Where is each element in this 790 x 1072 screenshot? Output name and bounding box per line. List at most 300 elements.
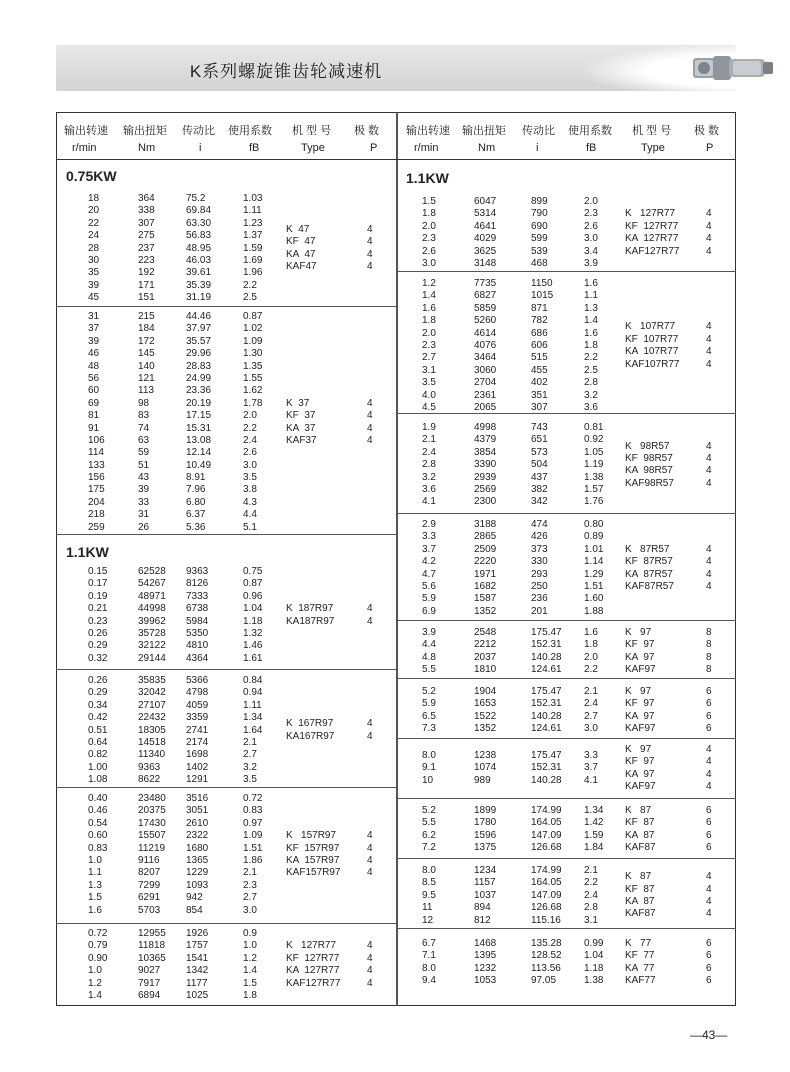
speed-cell: 0.26 [88,675,108,686]
unit-model: Type [301,142,325,154]
factor-cell: 1.11 [243,699,262,711]
speed-cell: 4.2 [422,556,436,568]
model-poles: 6 [706,817,712,829]
speed-cell: 6.2 [422,829,436,841]
table-row [56,578,276,590]
factor-cell: 1.0 [243,940,257,952]
torque-cell: 1596 [474,829,497,841]
model-type: K 127R77 [625,208,676,220]
model-type: KF 157R97 [286,842,340,854]
factor-cell: 1.59 [584,829,604,841]
right-section [396,414,736,514]
left-section [56,788,396,924]
torque-cell: 1234 [474,865,497,876]
table-row [56,653,276,665]
speed-cell: 5.2 [422,686,436,697]
model-list [396,321,736,371]
header-ratio: 传动比 [182,125,215,137]
table-row [56,700,276,712]
torque-cell: 5260 [474,315,497,327]
table-row [56,472,276,484]
speed-cell: 81 [88,410,100,422]
table-row [56,280,276,292]
torque-cell: 1074 [474,762,497,774]
torque-cell: 26 [138,521,150,533]
table-row [56,323,276,335]
factor-cell: 2.0 [584,651,598,663]
speed-cell: 5.2 [422,805,436,816]
table-row [396,593,616,605]
speed-cell: 1.5 [422,196,436,207]
factor-cell: 2.0 [584,196,598,207]
torque-cell: 18305 [138,724,166,736]
model-poles: 4 [706,743,712,755]
ratio-cell: 56.83 [186,230,212,242]
torque-cell: 29144 [138,652,166,664]
ratio-cell: 48.95 [186,242,212,254]
torque-cell: 6827 [474,290,497,302]
factor-cell: 2.5 [243,292,257,304]
model-poles: 4 [706,883,712,895]
factor-cell: 1.60 [584,593,604,605]
ratio-cell: 899 [531,196,548,207]
model-poles: 4 [706,321,712,333]
factor-cell: 0.94 [243,687,263,699]
header-poles: 极 数 [354,125,380,137]
torque-cell: 27107 [138,699,166,711]
speed-cell: 3.1 [422,364,436,376]
factor-cell: 0.83 [243,805,263,817]
speed-cell: 7.3 [422,723,436,735]
ratio-cell: 124.61 [531,664,562,676]
model-type: KA 77 [625,962,655,974]
factor-cell: 2.8 [584,902,598,914]
right-section [396,621,736,679]
model-poles: 4 [367,422,373,434]
factor-cell: 2.3 [243,879,257,891]
table-row [396,531,616,543]
model-entry [396,346,736,358]
torque-cell: 43 [138,472,150,484]
model-type: K 97 [625,627,652,638]
ratio-cell: 44.46 [186,311,212,322]
model-poles: 4 [367,718,373,730]
model-type: KF 87 [625,817,655,829]
ratio-cell: 4364 [186,652,209,664]
torque-cell: 145 [138,348,155,360]
speed-cell: 2.3 [422,339,436,351]
model-list [396,208,736,258]
unit-poles: P [706,142,714,154]
torque-cell: 2939 [474,471,497,483]
unit-poles: P [370,142,378,154]
speed-cell: 0.90 [88,952,108,964]
ratio-cell: 1229 [186,867,209,879]
model-poles: 4 [367,965,373,977]
model-entry [396,334,736,346]
model-poles: 6 [706,805,712,816]
torque-cell: 32122 [138,640,166,652]
ratio-cell: 468 [531,257,548,269]
model-poles: 4 [706,568,712,580]
model-type: KA 127R77 [625,233,679,245]
ratio-cell: 351 [531,389,548,401]
unit-model: Type [641,142,665,154]
speed-cell: 8.0 [422,962,436,974]
table-row [56,892,276,904]
speed-cell: 11 [422,902,433,914]
model-entry [396,842,736,854]
table-row [56,385,276,397]
table-row [56,675,276,687]
model-entry [396,544,736,556]
table-row [56,628,276,640]
model-entry [396,805,736,817]
model-entry [56,940,396,952]
ratio-cell: 790 [531,208,548,220]
speed-cell: 5.5 [422,817,436,829]
model-list [396,938,736,988]
model-type: K 97 [625,743,652,755]
model-type: KAF37 [286,434,317,446]
model-entry [56,410,396,422]
torque-cell: 1899 [474,805,497,816]
unit-speed: r/min [72,142,97,154]
factor-cell: 1.14 [584,556,604,568]
factor-cell: 1.04 [243,603,263,615]
torque-cell: 2037 [474,651,497,663]
torque-cell: 192 [138,267,155,279]
model-list [396,744,736,794]
factor-cell: 2.7 [584,710,598,722]
factor-cell: 0.80 [584,519,604,530]
speed-cell: 0.60 [88,830,108,842]
speed-cell: 3.6 [422,483,436,495]
speed-cell: 31 [88,311,100,322]
ratio-cell: 3359 [186,712,209,724]
factor-cell: 1.37 [243,230,263,242]
factor-cell: 1.6 [584,627,598,638]
model-poles: 4 [367,261,373,273]
factor-cell: 2.1 [243,736,257,748]
table-row [56,928,276,940]
model-type: KA 127R77 [286,965,340,977]
model-entry [396,359,736,371]
ratio-cell: 128.52 [531,950,562,962]
ratio-cell: 5366 [186,675,209,686]
factor-cell: 2.5 [584,364,598,376]
model-poles: 6 [706,962,712,974]
speed-cell: 2.3 [422,233,436,245]
left-section [56,307,396,535]
ratio-cell: 4059 [186,699,209,711]
model-poles: 4 [706,768,712,780]
ratio-cell: 5350 [186,627,209,639]
factor-cell: 1.51 [243,842,263,854]
speed-cell: 114 [88,447,104,459]
right-section [396,739,736,799]
ratio-cell: 573 [531,446,548,458]
unit-factor: fB [586,142,597,154]
model-type: KF 97 [625,639,655,651]
factor-cell: 4.1 [584,774,598,786]
torque-cell: 11818 [138,940,166,952]
model-entry [396,639,736,651]
factor-cell: 2.1 [584,865,598,876]
torque-cell: 1468 [474,938,497,949]
model-poles: 4 [367,854,373,866]
ratio-cell: 35.39 [186,279,212,291]
table-row [56,348,276,360]
model-list [56,718,396,743]
power-section-title: 0.75KW [66,168,117,184]
torque-cell: 2220 [474,556,497,568]
ratio-cell: 3516 [186,793,209,804]
model-entry [56,731,396,743]
ratio-cell: 147.09 [531,829,562,841]
model-poles: 4 [706,477,712,489]
speed-cell: 2.1 [422,434,436,446]
speed-cell: 9.4 [422,975,436,987]
factor-cell: 1.61 [243,652,263,664]
speed-cell: 5.5 [422,664,436,676]
factor-cell: 1.55 [243,372,263,384]
factor-cell: 3.5 [243,472,257,484]
model-type: KA 87 [625,895,655,907]
torque-cell: 2548 [474,627,497,638]
torque-cell: 62528 [138,566,166,577]
table-row [56,880,276,892]
torque-cell: 1682 [474,580,497,592]
speed-cell: 1.08 [88,774,108,786]
model-list [396,871,736,921]
factor-cell: 3.1 [584,914,598,926]
ratio-cell: 651 [531,434,548,446]
model-type: KA 157R97 [286,854,340,866]
factor-cell: 1.4 [584,315,598,327]
speed-cell: 3.7 [422,543,436,555]
model-poles: 4 [367,603,373,615]
model-entry [396,652,736,664]
factor-cell: 0.99 [584,938,604,949]
speed-cell: 0.40 [88,793,108,804]
torque-cell: 48971 [138,590,166,602]
page-header [56,45,736,91]
ratio-cell: 152.31 [531,698,562,710]
model-list [396,686,736,736]
header-model: 机 型 号 [292,125,332,137]
model-type: KF 77 [625,950,655,962]
model-poles: 4 [706,580,712,592]
ratio-cell: 175.47 [531,686,562,697]
speed-cell: 69 [88,397,100,409]
model-poles: 4 [367,977,373,989]
model-entry [396,441,736,453]
ratio-cell: 152.31 [531,639,562,651]
speed-cell: 5.9 [422,698,436,710]
table-row [396,196,616,208]
model-poles: 4 [367,867,373,879]
torque-cell: 4614 [474,327,497,339]
factor-cell: 3.2 [243,761,257,773]
factor-cell: 1.30 [243,348,263,360]
speed-cell: 0.64 [88,736,108,748]
unit-ratio: i [536,142,539,154]
model-entry [396,711,736,723]
speed-cell: 1.2 [88,977,102,989]
right-section [396,859,736,929]
model-entry [396,627,736,639]
speed-cell: 12 [422,914,434,926]
speed-cell: 3.3 [422,531,436,543]
header-torque: 输出扭矩 [123,125,167,137]
factor-cell: 1.8 [584,339,598,351]
speed-cell: 9.5 [422,889,436,901]
torque-cell: 307 [138,217,155,229]
ratio-cell: 373 [531,543,548,555]
model-type: KA 47 [286,248,316,260]
ratio-cell: 113.56 [531,962,561,974]
table-row [396,390,616,402]
factor-cell: 1.84 [584,842,604,854]
factor-cell: 1.62 [243,385,263,397]
torque-cell: 184 [138,323,155,335]
ratio-cell: 6.37 [186,509,206,521]
factor-cell: 2.0 [243,410,257,422]
factor-cell: 1.46 [243,640,263,652]
model-entry [56,953,396,965]
speed-cell: 1.6 [88,904,102,916]
ratio-cell: 504 [531,459,548,471]
ratio-cell: 690 [531,220,548,232]
right-section [396,272,736,414]
ratio-cell: 782 [531,315,548,327]
ratio-cell: 686 [531,327,548,339]
ratio-cell: 140.28 [531,774,562,786]
table-row [56,522,276,534]
left-column-header [56,112,396,160]
ratio-cell: 6738 [186,603,209,615]
factor-cell: 1.8 [584,639,598,651]
speed-cell: 10 [422,774,434,786]
ratio-cell: 8.91 [186,472,206,484]
model-poles: 4 [367,410,373,422]
speed-cell: 2.9 [422,519,436,530]
table-row [56,193,276,205]
torque-cell: 5703 [138,904,161,916]
model-list [396,544,736,594]
factor-cell: 1.57 [584,483,604,495]
factor-cell: 0.9 [243,928,257,939]
speed-cell: 1.9 [422,422,436,433]
ratio-cell: 437 [531,471,548,483]
model-list [56,398,396,448]
ratio-cell: 24.99 [186,372,212,384]
model-entry [396,569,736,581]
table-row [56,292,276,304]
ratio-cell: 140.28 [531,651,562,663]
power-section-title: 1.1KW [66,544,109,560]
torque-cell: 2065 [474,401,497,413]
model-type: KA167R97 [286,730,335,742]
model-type: K 157R97 [286,830,337,842]
torque-cell: 171 [138,279,155,291]
torque-cell: 9116 [138,854,160,866]
model-entry [396,756,736,768]
torque-cell: 51 [138,459,150,471]
torque-cell: 1375 [474,842,497,854]
speed-cell: 0.15 [88,566,108,577]
model-type: KAF97 [625,723,656,735]
speed-cell: 56 [88,372,100,384]
table-row [56,205,276,217]
model-type: KF 87 [625,883,655,895]
table-row [396,258,616,270]
torque-cell: 215 [138,311,155,322]
torque-cell: 9027 [138,965,161,977]
model-type: KF 107R77 [625,333,679,345]
torque-cell: 9363 [138,761,161,773]
model-type: K 87 [625,805,652,816]
model-type: KA 98R57 [625,465,673,477]
ratio-cell: 330 [531,556,548,568]
model-poles: 4 [706,358,712,370]
model-entry [56,249,396,261]
model-poles: 4 [706,871,712,883]
torque-cell: 83 [138,410,150,422]
speed-cell: 8.5 [422,877,436,889]
header-model: 机 型 号 [632,125,672,137]
ratio-cell: 97.05 [531,975,557,987]
ratio-cell: 4798 [186,687,209,699]
speed-cell: 0.21 [88,603,108,615]
model-poles: 4 [706,465,712,477]
speed-cell: 39 [88,335,100,347]
factor-cell: 2.2 [243,279,257,291]
speed-cell: 6.9 [422,605,436,617]
torque-cell: 1653 [474,698,497,710]
speed-cell: 1.3 [88,879,102,891]
torque-cell: 1157 [474,877,496,889]
model-poles: 4 [367,434,373,446]
ratio-cell: 515 [531,352,548,364]
table-row [56,509,276,521]
model-entry [56,978,396,990]
model-type: KA 37 [286,422,316,434]
table-row [56,336,276,348]
torque-cell: 140 [138,360,155,372]
factor-cell: 0.96 [243,590,263,602]
factor-cell: 2.8 [584,377,598,389]
table-row [56,749,276,761]
speed-cell: 1.8 [422,315,436,327]
page-title: K系列螺旋锥齿轮减速机 [189,62,383,81]
model-poles: 8 [706,664,712,676]
model-type: KAF97 [625,664,656,676]
factor-cell: 4.3 [243,496,257,508]
factor-cell: 1.34 [584,805,604,816]
model-entry [396,233,736,245]
speed-cell: 0.79 [88,940,108,952]
model-entry [396,769,736,781]
model-entry [396,581,736,593]
model-type: K 37 [286,397,310,409]
speed-cell: 0.26 [88,627,108,639]
ratio-cell: 9363 [186,566,209,577]
right-column-header [396,112,736,160]
model-poles: 4 [706,346,712,358]
model-entry [56,855,396,867]
